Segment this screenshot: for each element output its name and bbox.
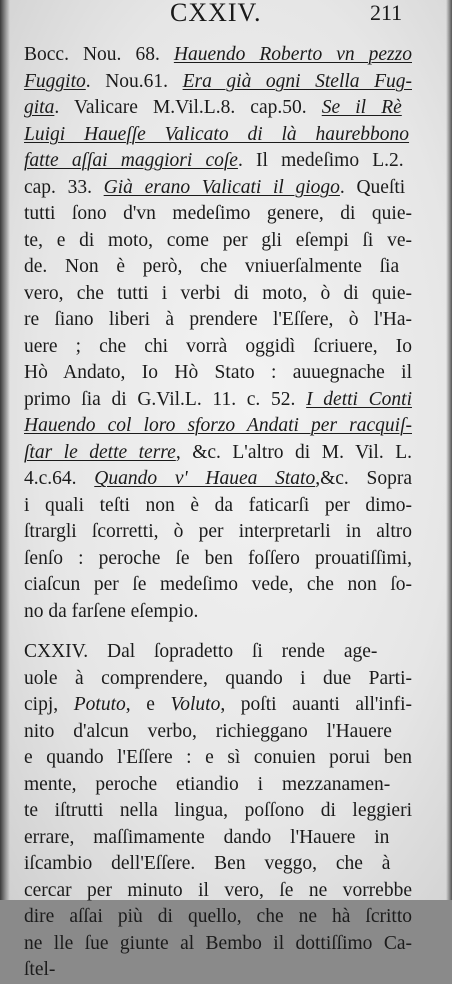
text-line	[24, 719, 412, 746]
text-run: te iſtrutti nella lingua, poſſono di leggieri	[24, 800, 412, 821]
page-left-edge-shadow	[0, 0, 10, 900]
text-run: . Il medeſimo L.2.	[237, 150, 404, 171]
text-run: e quando l'Eſſere : e sì conuien porui ben	[24, 747, 412, 768]
text-run: cercar per minuto il vero, ſe ne vorrebbe	[24, 879, 412, 901]
text-run: , e	[125, 694, 171, 715]
text-run: vero, che tutti i verbi di moto, ò di quie-	[24, 282, 412, 304]
text-line	[24, 493, 412, 520]
text-line	[24, 904, 412, 931]
text-line	[24, 745, 412, 772]
italic-citation: Luigi Haueſſe Valicato di là haurebbono	[24, 123, 410, 145]
page-number: 211	[370, 0, 403, 25]
text-line	[24, 307, 412, 334]
text-line	[24, 599, 412, 626]
text-line	[24, 851, 412, 878]
text-run: ſtrargli ſcorretti, ò per interpretarli in altro	[24, 521, 412, 542]
text-line	[24, 572, 412, 599]
text-line	[24, 148, 412, 175]
text-run: cap. 33.	[24, 176, 104, 198]
text-line	[24, 122, 412, 149]
text-line	[24, 360, 412, 387]
running-header	[0, 0, 452, 34]
chapter-heading: CXXIV.	[170, 0, 262, 27]
italic-citation: Se il Rè	[321, 97, 402, 118]
text-run: mente, peroche etiandio i mezzanamen-	[24, 773, 391, 795]
text-line	[24, 95, 412, 122]
text-line	[24, 666, 412, 693]
italic-citation: gita	[24, 97, 55, 118]
text-run: de. Non è però, che vniuerſalmente ſia	[24, 256, 400, 277]
text-line	[24, 175, 412, 202]
text-line	[24, 440, 412, 467]
italic-citation: ſtar le dette terre	[24, 441, 176, 463]
text-line	[24, 254, 412, 281]
text-line	[24, 692, 412, 719]
text-run: iſcambio dell'Eſſere. Ben veggo, che à	[24, 853, 391, 874]
text-run: , &c. L'altro di M. Vil. L.	[175, 441, 412, 463]
italic-citation: Quando v' Hauea Stato	[94, 468, 316, 489]
text-run: . Valicare M.Vil.L.8. cap.50.	[54, 97, 322, 118]
text-run: Hò Andato, Io Hò Stato : auuegnache il	[24, 362, 412, 383]
text-line	[24, 69, 412, 96]
text-run: Bocc. Nou. 68.	[24, 44, 174, 65]
text-line	[24, 931, 412, 958]
italic-citation: Già erano Valicati il giogo	[103, 176, 340, 198]
text-run: errare, maſſimamente dando l'Hauere in	[24, 826, 390, 848]
text-run: ciaſcun per ſe medeſimo vede, che non ſo-	[24, 574, 412, 595]
text-run: tutti ſono d'vn medeſimo genere, di quie-	[24, 203, 412, 224]
text-run: re ſiano liberi à prendere l'Eſſere, ò l'Ha-	[24, 309, 412, 330]
text-run: i quali teſti non è da faticarſi per dimo-	[24, 494, 412, 516]
section-first-line	[24, 639, 412, 666]
text-line	[24, 798, 412, 825]
text-run: no da farſene eſempio.	[24, 600, 199, 622]
text-run: te, e di moto, come per gli eſempi ſi ve-	[24, 229, 412, 251]
text-line	[24, 281, 412, 308]
italic-citation: Potuto	[73, 694, 126, 715]
italic-citation: Fuggito	[24, 70, 86, 92]
text-line	[24, 772, 412, 799]
text-run: nito d'alcun verbo, richieggano l'Hauere	[24, 720, 392, 742]
italic-citation: Hauendo Roberto vn pezzo	[173, 44, 412, 65]
italic-citation: fatte aſſai maggiori coſe	[24, 150, 238, 171]
text-line	[24, 334, 412, 361]
text-run: 4.c.64.	[24, 468, 95, 489]
text-run: , poſti auanti all'infi-	[220, 694, 412, 715]
text-line	[24, 957, 412, 984]
text-run: CXXIV. Dal ſopradetto ſi rende age-	[24, 641, 378, 662]
text-line	[24, 519, 412, 546]
italic-citation: Hauendo col loro sforzo Andati per racquiſ-	[24, 415, 412, 436]
text-run: . Queſti	[339, 176, 406, 198]
text-line	[24, 546, 412, 573]
text-line	[24, 387, 412, 414]
text-line	[24, 413, 412, 440]
text-run: uole à comprendere, quando i due Parti-	[24, 667, 412, 689]
text-line	[24, 228, 412, 255]
text-run: . Nou.61.	[85, 70, 183, 92]
text-run: ſenſo : peroche ſe ben foſſero prouatiſſimi,	[24, 547, 412, 569]
text-run: ſtel-	[24, 959, 56, 980]
text-line	[24, 466, 412, 493]
text-run: ,&c. Sopra	[315, 468, 413, 489]
text-line	[24, 825, 412, 852]
text-line	[24, 878, 412, 905]
text-line	[24, 42, 412, 69]
italic-citation: Voluto	[170, 694, 221, 715]
text-line	[24, 201, 412, 228]
italic-citation: I detti Conti	[306, 388, 412, 410]
italic-citation: Era già ogni Stella Fug-	[182, 70, 412, 92]
text-run: uere ; che chi vorrà oggidì ſcriuere, Io	[24, 335, 412, 357]
text-run: cipj,	[24, 694, 74, 715]
body-text	[24, 42, 412, 984]
text-run: primo ſia di G.Vil.L. 11. c. 52.	[24, 388, 307, 410]
text-run: ne lle ſue giunte al Bembo il dottiſſimo Ca-	[24, 932, 412, 954]
page-right-edge-shadow	[446, 0, 452, 900]
text-run: dire aſſai più di quello, che ne hà ſcritto	[24, 906, 412, 927]
